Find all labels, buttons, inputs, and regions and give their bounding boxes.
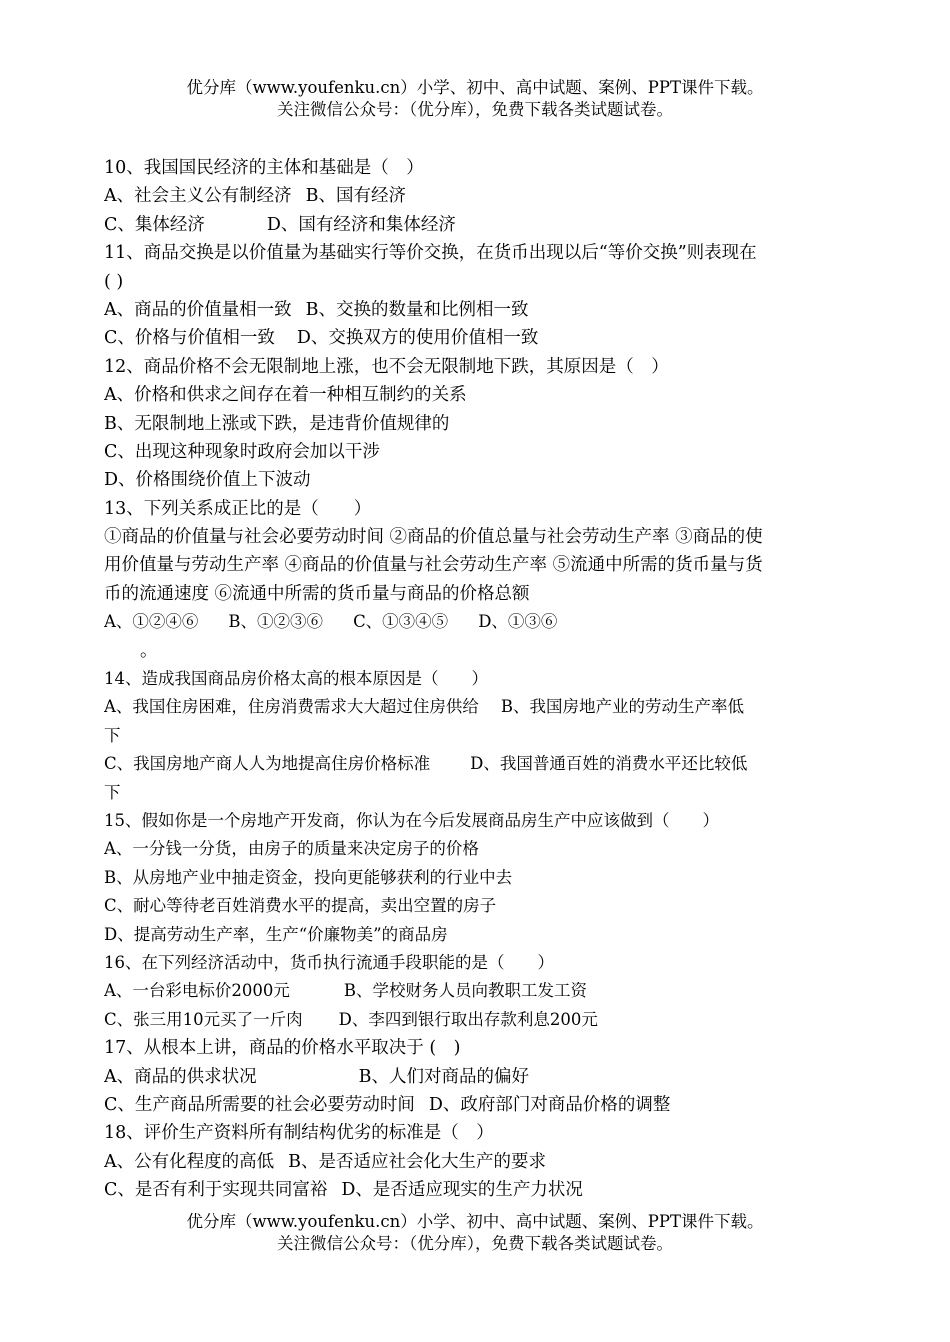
question-11-options-ab bbox=[104, 296, 850, 324]
question-14-options-cd bbox=[104, 750, 850, 778]
question-11-stem: 11、商品交换是以价值量为基础实行等价交换，在货币出现以后“等价交换”则表现在 bbox=[104, 243, 757, 264]
option-d: D、交换双方的使用价值相一致 bbox=[296, 328, 539, 349]
question-10-options-cd bbox=[104, 211, 850, 239]
option-c: C、生产商品所需要的社会必要劳动时间 bbox=[104, 1094, 415, 1115]
header-line-2: 关注微信公众号：（优分库），免费下载各类试题试卷。 bbox=[277, 100, 673, 119]
option-d: D、政府部门对商品价格的调整 bbox=[428, 1094, 671, 1115]
question-13-trailing-mark: 。 bbox=[140, 640, 158, 661]
footer-line-1: 优分库（www.youfenku.cn）小学、初中、高中试题、案例、PPT课件下载。 bbox=[186, 1212, 764, 1231]
footer-line-2: 关注微信公众号：（优分库），免费下载各类试题试卷。 bbox=[277, 1234, 673, 1253]
option-b: B、学校财务人员向教职工发工资 bbox=[343, 981, 588, 1001]
question-17-options-cd bbox=[104, 1091, 850, 1119]
question-13-stem: 13、下列关系成正比的是（ ） bbox=[104, 498, 372, 519]
option-a: A、社会主义公有制经济 bbox=[104, 186, 292, 207]
option-b: B、是否适应社会化大生产的要求 bbox=[288, 1151, 546, 1172]
option-b: B、无限制地上涨或下跌，是违背价值规律的 bbox=[104, 413, 450, 434]
option-d-continued: 下 bbox=[104, 782, 121, 802]
option-d: D、①③⑥ bbox=[478, 612, 558, 632]
question-11-options-cd bbox=[104, 324, 850, 352]
option-b: B、人们对商品的偏好 bbox=[358, 1066, 530, 1087]
option-a: A、我国住房困难，住房消费需求大大超过住房供给 bbox=[104, 697, 479, 717]
question-18-options-ab bbox=[104, 1148, 850, 1176]
option-b: B、从房地产业中抽走资金，投向更能够获利的行业中去 bbox=[104, 867, 513, 887]
option-a: A、公有化程度的高低 bbox=[104, 1151, 275, 1172]
question-13-items-line-2: 用价值量与劳动生产率 ④商品的价值量与社会劳动生产率 ⑤流通中所需的货币量与货 bbox=[104, 555, 763, 576]
option-c: C、出现这种现象时政府会加以干涉 bbox=[104, 441, 380, 462]
option-c: C、集体经济 bbox=[104, 214, 205, 235]
question-13-items-line-3: 币的流通速度 ⑥流通中所需的货币量与商品的价格总额 bbox=[104, 583, 530, 604]
question-16-stem: 16、在下列经济活动中，货币执行流通手段职能的是（ ） bbox=[104, 952, 554, 972]
option-d: D、国有经济和集体经济 bbox=[266, 214, 456, 235]
question-13-options bbox=[104, 608, 850, 636]
option-c: C、①③④⑤ bbox=[353, 612, 449, 632]
question-14-stem: 14、造成我国商品房价格太高的根本原因是（ ） bbox=[104, 669, 488, 689]
question-16-options-cd bbox=[104, 1006, 850, 1034]
question-10-options-ab bbox=[104, 182, 850, 210]
question-16-options-ab bbox=[104, 977, 850, 1005]
header-banner bbox=[0, 77, 950, 121]
question-18-options-cd bbox=[104, 1176, 850, 1204]
question-15-stem: 15、假如你是一个房地产开发商，你认为在今后发展商品房生产中应该做到（ ） bbox=[104, 810, 719, 830]
question-10-stem: 10、我国国民经济的主体和基础是（ ） bbox=[104, 158, 424, 178]
question-14-options-ab bbox=[104, 693, 850, 721]
option-a: A、①②④⑥ bbox=[104, 612, 199, 632]
option-a: A、价格和供求之间存在着一种相互制约的关系 bbox=[104, 385, 467, 406]
option-d: D、是否适应现实的生产力状况 bbox=[341, 1180, 583, 1201]
option-a: A、商品的供求状况 bbox=[104, 1066, 257, 1087]
option-a: A、一台彩电标价2000元 bbox=[104, 981, 290, 1001]
question-17-options-ab bbox=[104, 1063, 850, 1091]
option-d: D、提高劳动生产率，生产“价廉物美”的商品房 bbox=[104, 924, 448, 944]
option-c: C、我国房地产商人人为地提高住房价格标准 bbox=[104, 754, 431, 774]
question-list bbox=[104, 154, 850, 1204]
option-d: D、价格围绕价值上下波动 bbox=[104, 470, 311, 491]
question-13-items-line-1: ①商品的价值量与社会必要劳动时间 ②商品的价值总量与社会劳动生产率 ③商品的使 bbox=[104, 527, 763, 548]
option-b: B、交换的数量和比例相一致 bbox=[305, 299, 529, 320]
question-11-stem-cont: ( ) bbox=[104, 271, 124, 292]
header-line-1: 优分库（www.youfenku.cn）小学、初中、高中试题、案例、PPT课件下载。 bbox=[186, 78, 764, 97]
option-b: B、我国房地产业的劳动生产率低 bbox=[500, 697, 745, 717]
question-12-stem: 12、商品价格不会无限制地上涨，也不会无限制地下跌，其原因是（ ） bbox=[104, 356, 669, 377]
option-d: D、李四到银行取出存款利息200元 bbox=[338, 1009, 598, 1029]
option-d: D、我国普通百姓的消费水平还比较低 bbox=[470, 754, 748, 774]
option-b-continued: 下 bbox=[104, 725, 121, 745]
question-18-stem: 18、评价生产资料所有制结构优劣的标准是（ ） bbox=[104, 1123, 494, 1144]
option-b: B、国有经济 bbox=[305, 186, 407, 207]
option-c: C、耐心等待老百姓消费水平的提高，卖出空置的房子 bbox=[104, 896, 497, 916]
footer-banner bbox=[0, 1211, 950, 1255]
option-a: A、一分钱一分货，由房子的质量来决定房子的价格 bbox=[104, 839, 479, 859]
question-17-stem: 17、从根本上讲，商品的价格水平取决于 ( ) bbox=[104, 1038, 461, 1059]
option-b: B、①②③⑥ bbox=[228, 612, 324, 632]
option-a: A、商品的价值量相一致 bbox=[104, 299, 292, 320]
option-c: C、价格与价值相一致 bbox=[104, 328, 275, 349]
option-c: C、是否有利于实现共同富裕 bbox=[104, 1180, 328, 1201]
option-c: C、张三用10元买了一斤肉 bbox=[104, 1009, 303, 1029]
